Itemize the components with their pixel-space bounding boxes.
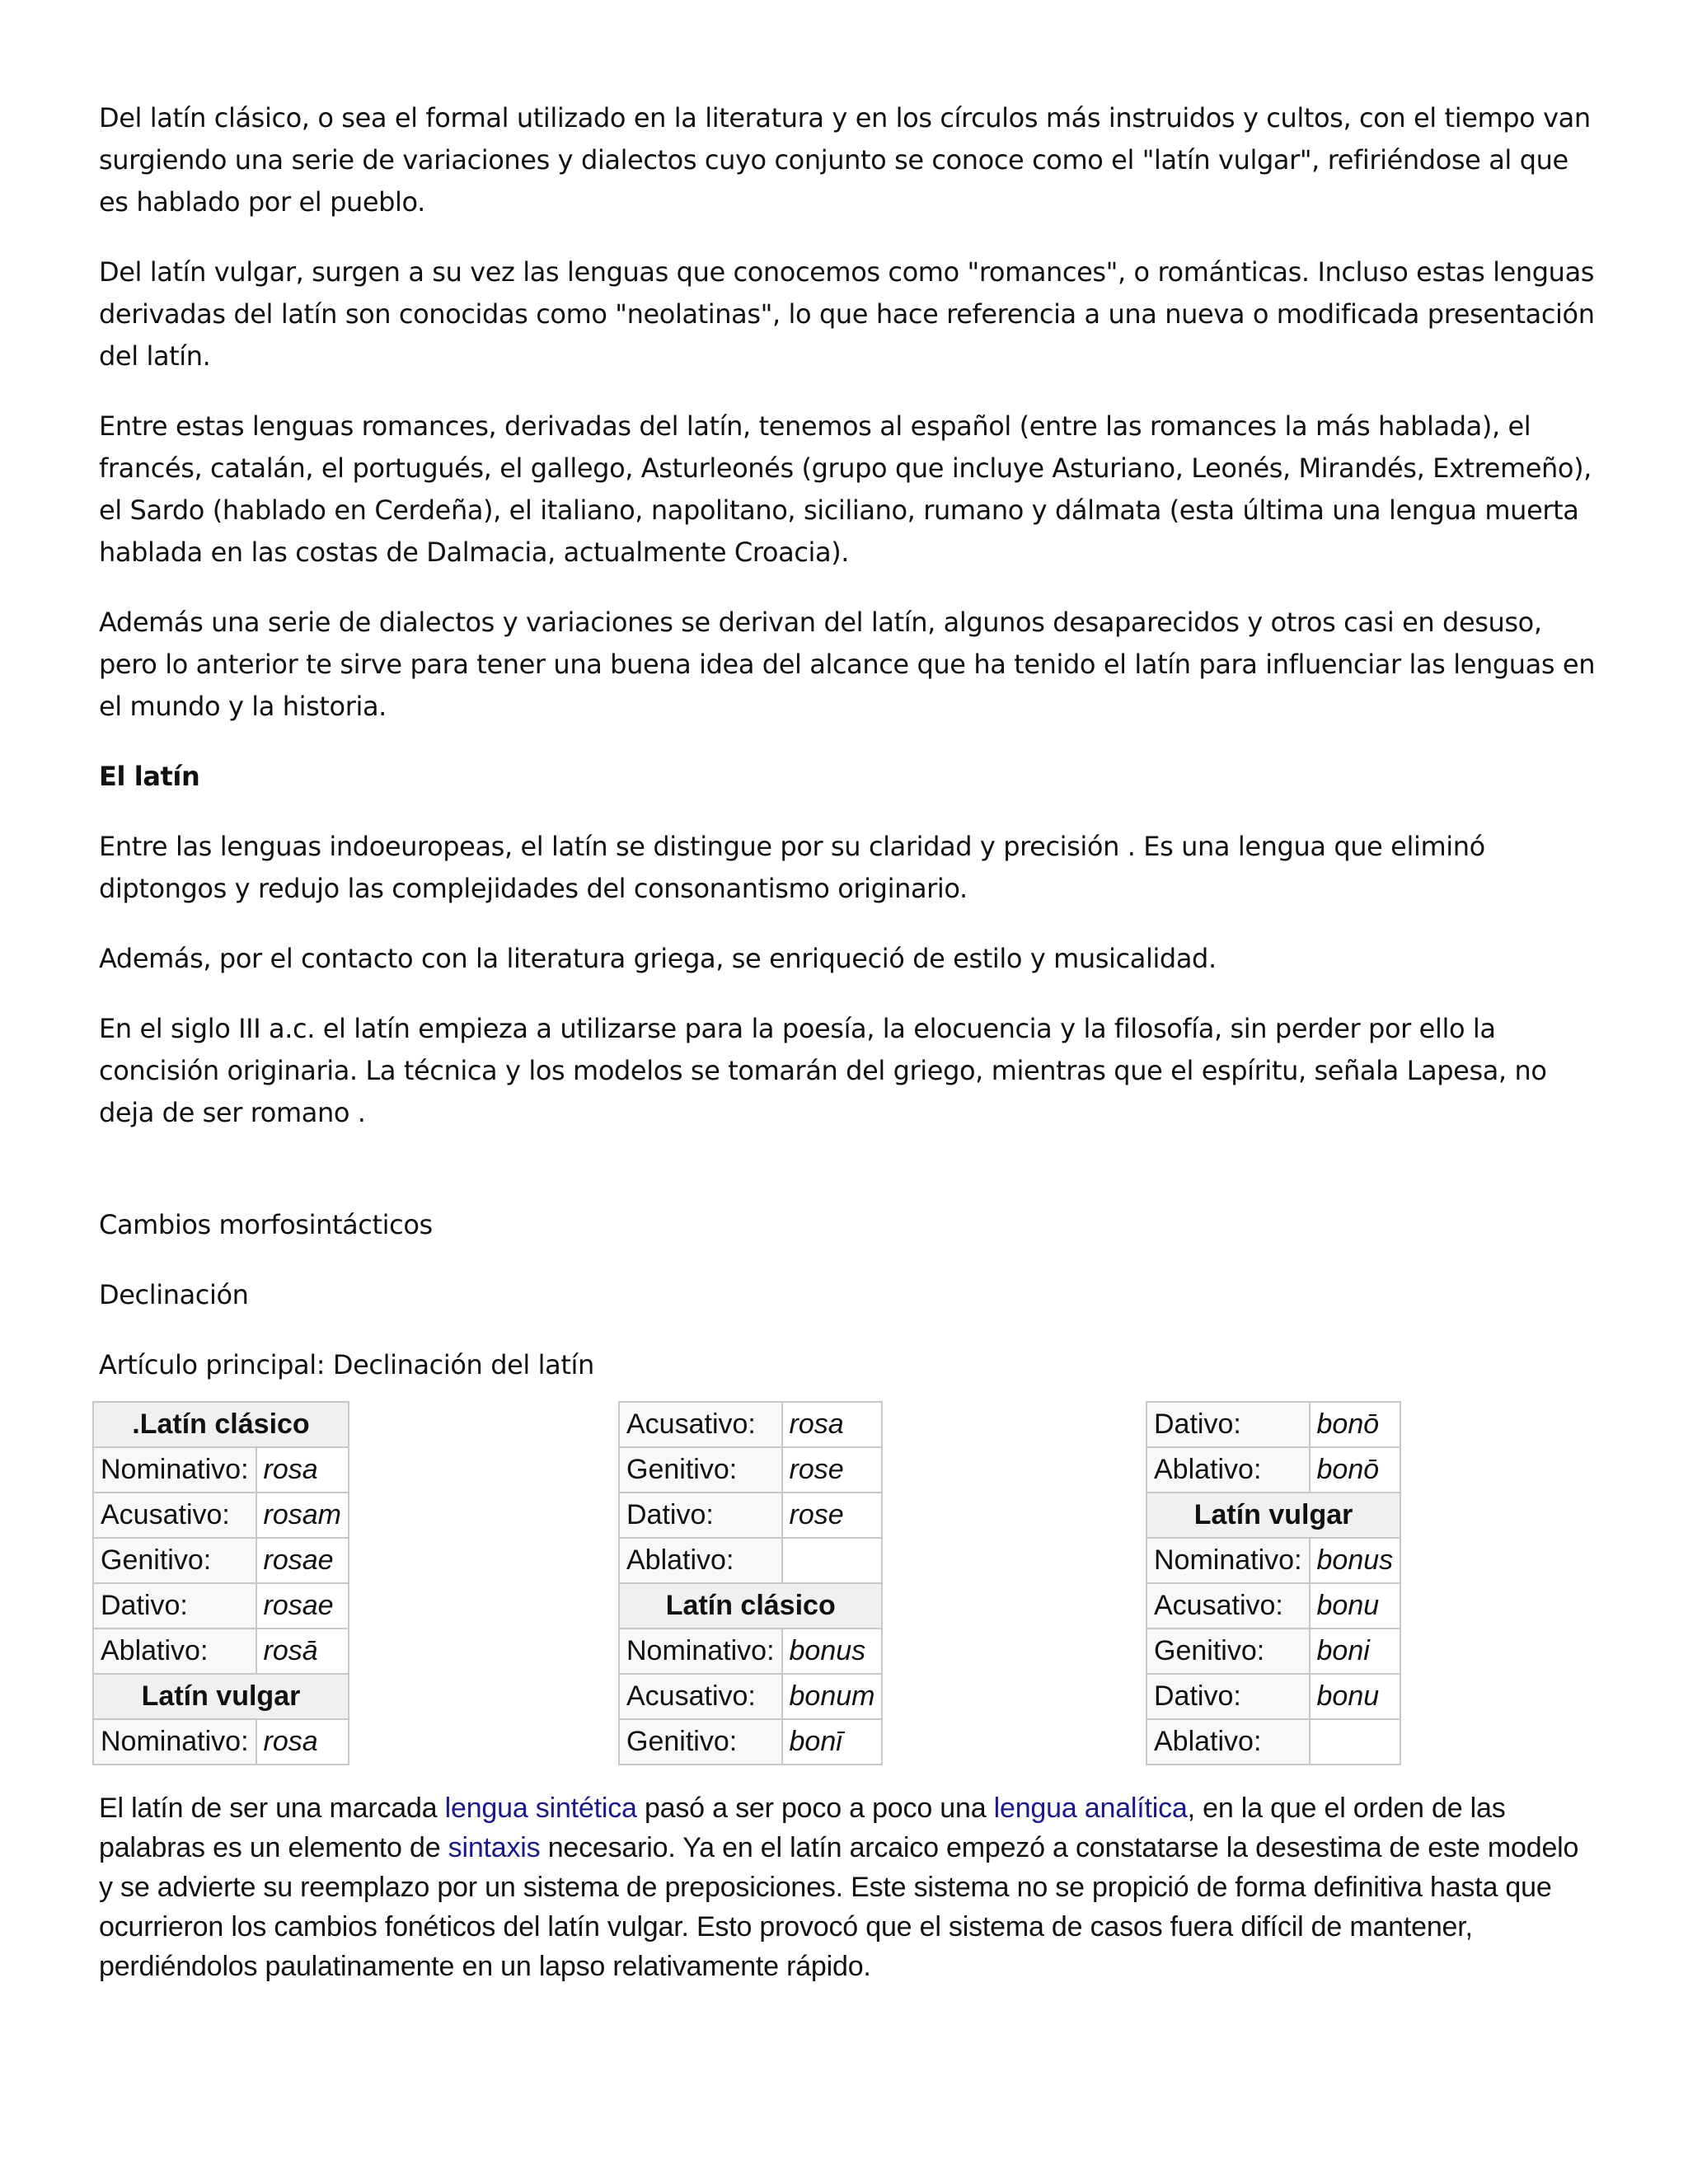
case-label: Nominativo: bbox=[93, 1719, 256, 1765]
table-row bbox=[619, 1402, 882, 1447]
case-label: Ablativo: bbox=[1146, 1719, 1310, 1765]
table-row bbox=[1146, 1493, 1400, 1538]
table-row bbox=[93, 1402, 349, 1447]
table-row bbox=[1146, 1447, 1400, 1493]
case-label: Dativo: bbox=[619, 1493, 782, 1538]
case-label: Genitivo: bbox=[93, 1538, 256, 1583]
case-label: Acusativo: bbox=[619, 1674, 782, 1719]
case-value: boni bbox=[1310, 1629, 1401, 1674]
table-row bbox=[619, 1493, 882, 1538]
table-row bbox=[93, 1674, 349, 1719]
label-cambios-morfosintacticos: Cambios morfosintácticos bbox=[99, 1209, 433, 1240]
case-label: Nominativo: bbox=[619, 1629, 782, 1674]
case-value bbox=[1310, 1719, 1401, 1765]
case-value: bonu bbox=[1310, 1583, 1401, 1629]
case-label: Ablativo: bbox=[619, 1538, 782, 1583]
text-segment: pasó a ser poco a poco una bbox=[636, 1793, 994, 1824]
case-value: rosa bbox=[782, 1402, 883, 1447]
link-lengua-sintetica[interactable]: lengua sintética bbox=[444, 1793, 637, 1824]
table-row bbox=[93, 1538, 349, 1583]
case-label: Genitivo: bbox=[619, 1447, 782, 1493]
case-label: Genitivo: bbox=[1146, 1629, 1310, 1674]
label-articulo-principal: Artículo principal: Declinación del latín bbox=[99, 1349, 594, 1380]
declension-table-bonus bbox=[1146, 1401, 1401, 1765]
table-row bbox=[1146, 1629, 1400, 1674]
case-label: Genitivo: bbox=[619, 1719, 782, 1765]
label-declinacion: Declinación bbox=[99, 1279, 249, 1310]
case-label: Dativo: bbox=[1146, 1402, 1310, 1447]
case-label: Acusativo: bbox=[1146, 1583, 1310, 1629]
case-label: Nominativo: bbox=[93, 1447, 256, 1493]
table-row bbox=[1146, 1583, 1400, 1629]
declension-tables bbox=[99, 1401, 1599, 1788]
table-row bbox=[619, 1538, 882, 1583]
table-row bbox=[93, 1629, 349, 1674]
table-group-header: Latín vulgar bbox=[1146, 1493, 1400, 1538]
case-label: Ablativo: bbox=[1146, 1447, 1310, 1493]
case-value: rosa bbox=[256, 1719, 349, 1765]
document-page bbox=[99, 97, 1599, 1986]
case-value bbox=[782, 1538, 883, 1583]
table-row bbox=[1146, 1538, 1400, 1583]
table-row bbox=[93, 1719, 349, 1765]
table-row bbox=[619, 1629, 882, 1674]
text-segment: El latín de ser una marcada bbox=[99, 1793, 445, 1824]
case-label: Nominativo: bbox=[1146, 1538, 1310, 1583]
paragraph-romances: Del latín vulgar, surgen a su vez las lenguas que conocemos como "romances", o románticas. Incluso estas lenguas derivadas del latín son conocidas como "neolatinas", lo que hace referencia a una nueva o modificada presentación del latín. bbox=[99, 256, 1595, 372]
table-row bbox=[619, 1583, 882, 1629]
link-lengua-analitica[interactable]: lengua analítica bbox=[993, 1793, 1188, 1824]
case-value: rosa bbox=[256, 1447, 349, 1493]
table-row bbox=[619, 1674, 882, 1719]
case-value: bonī bbox=[782, 1719, 883, 1765]
case-value: rose bbox=[782, 1493, 883, 1538]
case-value: bonu bbox=[1310, 1674, 1401, 1719]
table-row bbox=[93, 1447, 349, 1493]
case-value: rosae bbox=[256, 1583, 349, 1629]
section-heading: El latín bbox=[99, 761, 200, 792]
case-value: rosā bbox=[256, 1629, 349, 1674]
case-value: bonus bbox=[1310, 1538, 1401, 1583]
case-value: rosam bbox=[256, 1493, 349, 1538]
case-value: rose bbox=[782, 1447, 883, 1493]
case-value: bonō bbox=[1310, 1402, 1401, 1447]
paragraph-dialectos: Además una serie de dialectos y variaciones se derivan del latín, algunos desaparecidos y otros casi en desuso, pero lo anterior te sirve para tener una buena idea del alcance que ha tenido el latín para influenciar las lenguas en el mundo y la historia. bbox=[99, 607, 1596, 722]
table-row bbox=[1146, 1674, 1400, 1719]
table-group-header: .Latín clásico bbox=[93, 1402, 349, 1447]
blank-line bbox=[99, 1162, 1599, 1204]
table-row bbox=[1146, 1402, 1400, 1447]
table-row bbox=[93, 1493, 349, 1538]
table-row bbox=[619, 1719, 882, 1765]
table-group-header: Latín clásico bbox=[619, 1583, 882, 1629]
case-label: Ablativo: bbox=[93, 1629, 256, 1674]
paragraph-lengua-sintetica bbox=[99, 1788, 1599, 1986]
case-label: Dativo: bbox=[93, 1583, 256, 1629]
case-value: rosae bbox=[256, 1538, 349, 1583]
case-value: bonus bbox=[782, 1629, 883, 1674]
case-label: Acusativo: bbox=[619, 1402, 782, 1447]
paragraph-siglo-iii: En el siglo III a.c. el latín empieza a utilizarse para la poesía, la elocuencia y la filosofía, sin perder por ello la concisión originaria. La técnica y los modelos se tomarán del griego, mientras que el espíritu, señala Lapesa, no deja de ser romano . bbox=[99, 1013, 1547, 1128]
case-value: bonum bbox=[782, 1674, 883, 1719]
table-row bbox=[93, 1583, 349, 1629]
paragraph-literatura-griega: Además, por el contacto con la literatura griega, se enriqueció de estilo y musicalidad. bbox=[99, 943, 1217, 974]
text-segment: necesario. Ya en el latín arcaico empezó a constatarse la desestima de este modelo y se advierte su reemplazo por un sistema de preposiciones. Este sistema no se propició de forma definitiva hasta que ocurrieron los cambios fonéticos del latín vulgar. Esto provocó que el sistema de casos fuera difícil de mantener, perdiéndolos paulatinamente en un lapso relativamente rápido. bbox=[99, 1832, 1579, 1982]
case-label: Acusativo: bbox=[93, 1493, 256, 1538]
case-value: bonō bbox=[1310, 1447, 1401, 1493]
paragraph-lenguas-romances: Entre estas lenguas romances, derivadas del latín, tenemos al español (entre las romances la más hablada), el francés, catalán, el portugués, el gallego, Asturleonés (grupo que incluye Asturiano, Leonés, Mirandés, Extremeño), el Sardo (hablado en Cerdeña), el italiano, napolitano, siciliano, rumano y dálmata (esta última una lengua muerta hablada en las costas de Dalmacia, actualmente Croacia). bbox=[99, 410, 1592, 568]
declension-table-rosa-bonus bbox=[618, 1401, 883, 1765]
link-sintaxis[interactable]: sintaxis bbox=[448, 1832, 541, 1863]
paragraph-latin-vulgar: Del latín clásico, o sea el formal utilizado en la literatura y en los círculos más instruidos y cultos, con el tiempo van surgiendo una serie de variaciones y dialectos cuyo conjunto se conoce como el "latín vulgar", refiriéndose al que es hablado por el pueblo. bbox=[99, 102, 1591, 218]
declension-table-rosa bbox=[92, 1401, 349, 1765]
text-segment: , en la que el orden de las palabras es un elemento de bbox=[99, 1793, 1506, 1863]
case-label: Dativo: bbox=[1146, 1674, 1310, 1719]
paragraph-indoeuropeas: Entre las lenguas indoeuropeas, el latín se distingue por su claridad y precisión . Es una lengua que eliminó diptongos y redujo las complejidades del consonantismo originario. bbox=[99, 831, 1485, 904]
table-row bbox=[1146, 1719, 1400, 1765]
table-row bbox=[619, 1447, 882, 1493]
table-group-header: Latín vulgar bbox=[93, 1674, 349, 1719]
